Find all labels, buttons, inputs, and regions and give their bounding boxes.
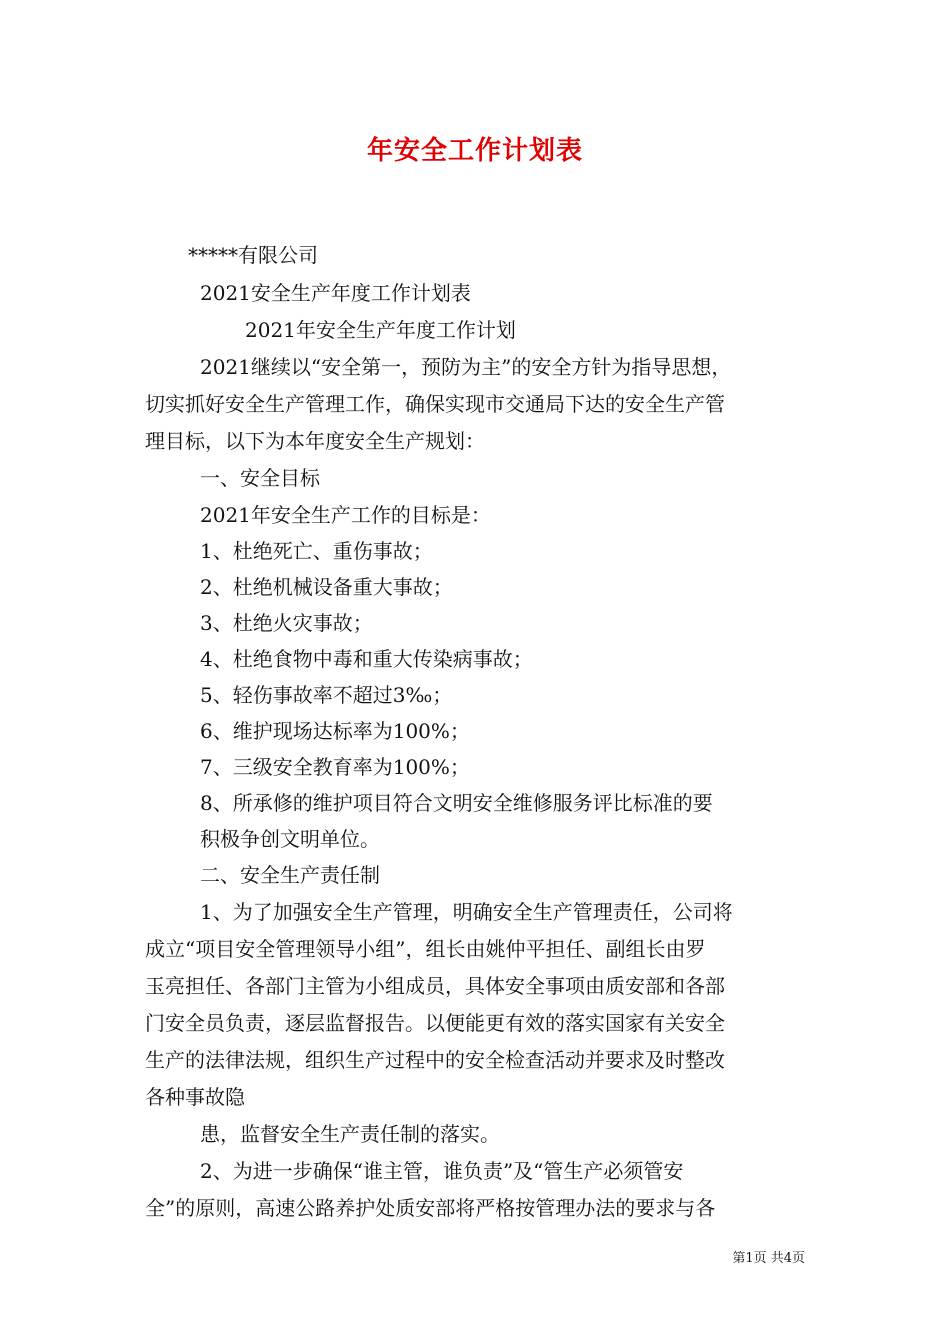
body-line: 2021安全生产年度工作计划表 [200, 281, 471, 305]
list-item: 4、杜绝食物中毒和重大传染病事故； [200, 647, 533, 671]
list-item: 6、维护现场达标率为100%； [200, 719, 470, 743]
body-line: 切实抓好安全生产管理工作，确保实现市交通局下达的安全生产管 [145, 392, 725, 416]
section-heading: 二、安全生产责任制 [200, 863, 380, 887]
list-item: 3、杜绝火灾事故； [200, 611, 373, 635]
list-item: 8、所承修的维护项目符合文明安全维修服务评比标准的要 [200, 791, 713, 815]
list-item: 2、杜绝机械设备重大事故； [200, 575, 453, 599]
body-line: 理目标，以下为本年度安全生产规划： [145, 429, 485, 453]
body-line: *****有限公司 [188, 243, 318, 267]
body-line: 2021年安全生产年度工作计划 [245, 318, 516, 342]
body-line: 2021继续以“安全第一，预防为主”的安全方针为指导思想， [200, 355, 732, 379]
body-line: 生产的法律法规，组织生产过程中的安全检查活动并要求及时整改 [145, 1048, 725, 1072]
body-line: 各种事故隐 [145, 1085, 245, 1109]
body-line: 门安全员负责，逐层监督报告。以便能更有效的落实国家有关安全 [145, 1011, 725, 1035]
body-line: 2、为进一步确保“谁主管，谁负责”及“管生产必须管安 [200, 1159, 684, 1183]
body-line: 2021年安全生产工作的目标是： [200, 503, 491, 527]
list-item: 7、三级安全教育率为100%； [200, 755, 470, 779]
page-title: 年安全工作计划表 [366, 136, 583, 166]
section-heading: 一、安全目标 [200, 466, 320, 490]
body-line: 玉亮担任、各部门主管为小组成员，具体安全事项由质安部和各部 [145, 974, 725, 998]
page-number: 第1页 共4页 [732, 1251, 805, 1266]
body-line: 成立“项目安全管理领导小组”，组长由姚仲平担任、副组长由罗 [145, 937, 706, 961]
list-item: 1、杜绝死亡、重伤事故； [200, 539, 433, 563]
body-line: 患，监督安全生产责任制的落实。 [200, 1122, 500, 1146]
body-line: 全”的原则，高速公路养护处质安部将严格按管理办法的要求与各 [145, 1196, 716, 1220]
body-line: 1、为了加强安全生产管理，明确安全生产管理责任，公司将 [200, 900, 733, 924]
body-line: 积极争创文明单位。 [200, 827, 380, 851]
list-item: 5、轻伤事故率不超过3‰； [200, 683, 453, 707]
